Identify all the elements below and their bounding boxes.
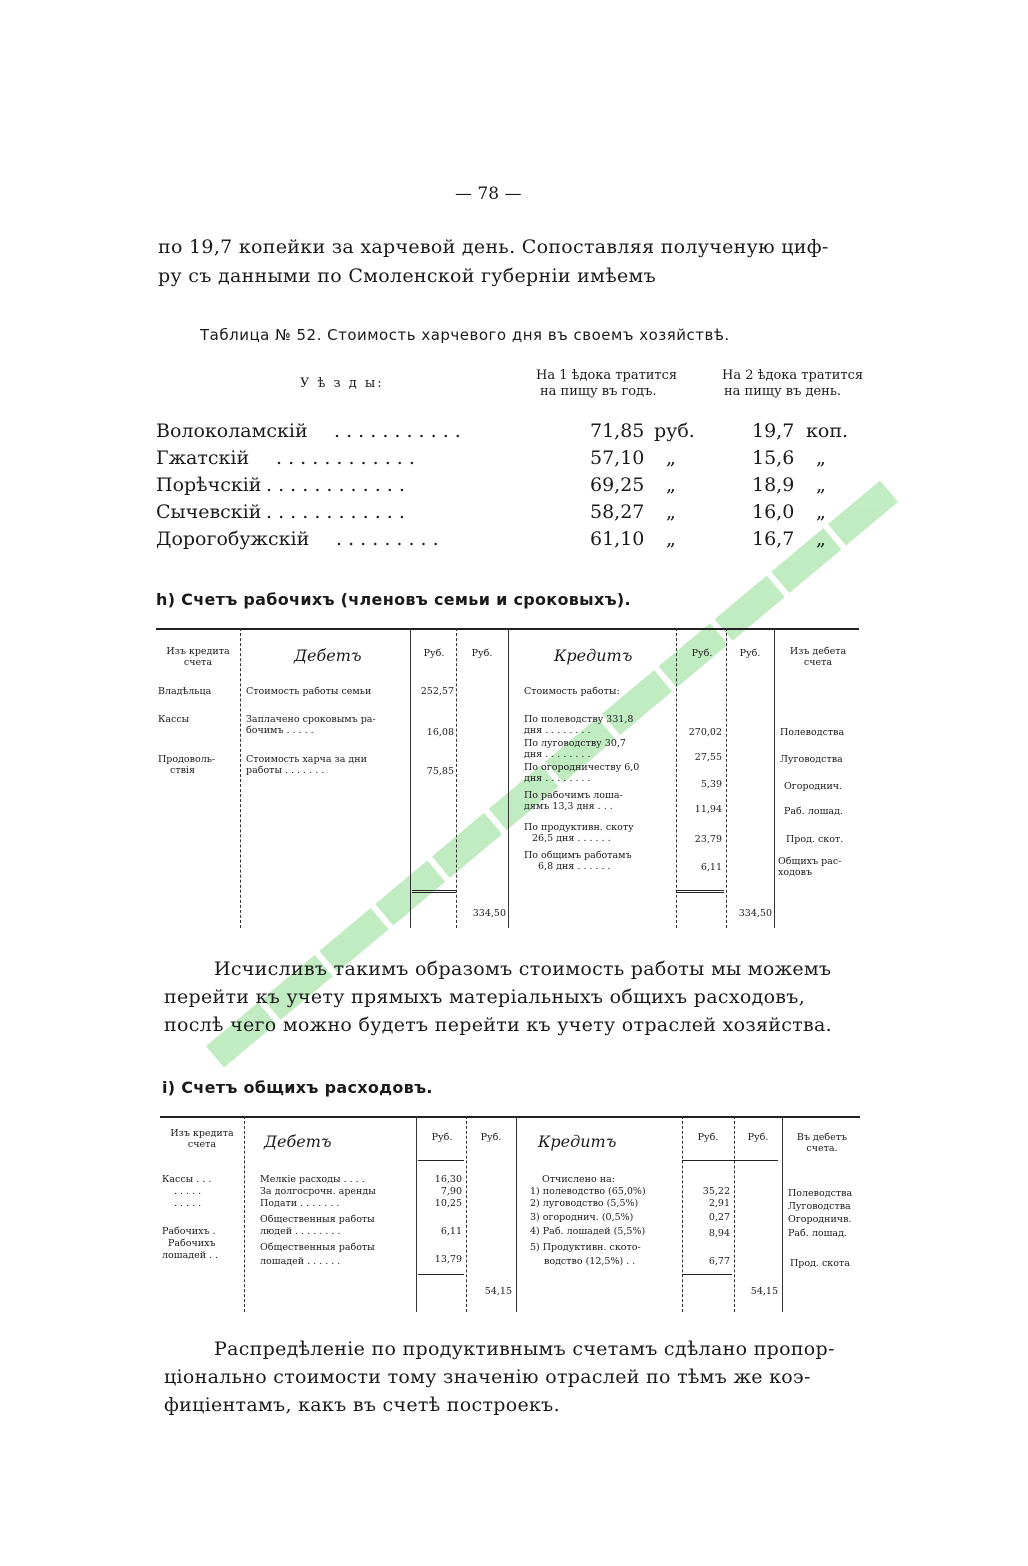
day-value: 19,7	[752, 420, 795, 442]
debit-amount: 7,90	[440, 1186, 462, 1197]
header-to-debit-line1: Въ дебетъ	[796, 1132, 848, 1143]
year-value: 69,25	[590, 474, 645, 496]
mid-line-2: перейти къ учету прямыхъ матеріальныхъ общихъ расходовъ,	[164, 986, 806, 1008]
header-debit: Дебетъ	[294, 646, 362, 665]
credit-amount: 35,22	[702, 1186, 730, 1197]
district-name: Порѣчскій	[156, 474, 262, 496]
credit-desc: По общимъ работамъ	[524, 850, 632, 861]
sum-rule	[682, 1160, 778, 1161]
credit-desc: водство (12,5%) . .	[544, 1256, 636, 1267]
credit-desc: дня . . . . . . . .	[524, 773, 591, 784]
header-rub: Руб.	[431, 1132, 453, 1143]
table52-row	[156, 501, 856, 527]
header-rub: Руб.	[471, 648, 493, 659]
total-credit: 334,50	[738, 908, 772, 919]
to-account: Огороднич.	[784, 781, 843, 792]
year-unit: „	[666, 501, 676, 523]
table52-col-day-line2: на пищу въ день.	[724, 384, 842, 399]
year-value: 61,10	[590, 528, 645, 550]
mid-line-1: Исчисливъ такимъ образомъ стоимость работы мы можемъ	[214, 958, 832, 980]
header-rub: Руб.	[480, 1132, 502, 1143]
to-account: Прод. скота	[790, 1258, 850, 1269]
sum-rule	[418, 1274, 464, 1275]
header-rub: Руб.	[747, 1132, 769, 1143]
credit-desc: 5) Продуктивн. ското-	[530, 1242, 641, 1253]
mid-line-3: послѣ чего можно будетъ перейти къ учету отраслей хозяйства.	[164, 1014, 832, 1036]
table52-row	[156, 420, 856, 446]
day-value: 16,0	[752, 501, 795, 523]
year-unit: „	[666, 528, 676, 550]
debit-amount: 16,08	[426, 727, 454, 738]
credit-desc: дня . . . . . . . .	[524, 725, 591, 736]
year-value: 57,10	[590, 447, 645, 469]
header-from-credit-line2: счета	[187, 1139, 217, 1150]
leader-dots: . . . . . . . . . . . .	[276, 447, 415, 469]
intro-line-2: ру съ данными по Смоленской губерніи имѣемъ	[158, 265, 656, 287]
to-account: Полеводства	[788, 1188, 853, 1199]
leader-dots: . . . . . . . . .	[336, 528, 439, 550]
debit-desc: За долгосрочн. аренды	[260, 1186, 376, 1197]
day-value: 18,9	[752, 474, 795, 496]
year-value: 71,85	[590, 420, 645, 442]
to-account: Луговодства	[780, 754, 843, 765]
header-from-credit-line1: Изъ кредита	[170, 1128, 234, 1139]
credit-desc: По полеводству 331,8	[524, 714, 634, 725]
section-h-title: h) Счетъ рабочихъ (членовъ семьи и сроковыхъ).	[156, 590, 631, 609]
district-name: Сычевскій	[156, 501, 262, 523]
total-debit: 334,50	[472, 908, 506, 919]
debit-desc: работы . . . . . . .	[246, 765, 325, 776]
table52-row	[156, 528, 856, 554]
debit-desc: лошадей . . . . . .	[260, 1256, 341, 1267]
to-account: Раб. лошад.	[788, 1228, 847, 1239]
credit-desc: 4) Раб. лошадей (5,5%)	[530, 1226, 646, 1237]
account-name: Владѣльца	[158, 686, 212, 697]
day-unit: „	[816, 501, 826, 523]
credit-desc: 6,8 дня . . . . . .	[538, 861, 611, 872]
debit-desc: Стоимость харча за дни	[246, 754, 367, 765]
credit-intro: Стоимость работы:	[524, 686, 620, 697]
header-rub: Руб.	[423, 648, 445, 659]
table52-col-day-line1: На 2 ѣдока тратится	[722, 368, 864, 383]
header-credit: Кредитъ	[554, 646, 633, 665]
credit-desc: 26,5 дня . . . . . .	[532, 833, 611, 844]
district-name: Гжатскій	[156, 447, 250, 469]
year-unit: руб.	[654, 420, 695, 442]
year-value: 58,27	[590, 501, 645, 523]
day-unit: „	[816, 474, 826, 496]
workers-ledger	[156, 628, 859, 928]
debit-amount: 13,79	[434, 1254, 462, 1265]
total-debit: 54,15	[484, 1286, 512, 1297]
day-unit: коп.	[806, 420, 849, 442]
sum-rule	[418, 1160, 464, 1161]
intro-line-1: по 19,7 копейки за харчевой день. Сопоставляя полученую циф-	[158, 236, 829, 258]
header-rub: Руб.	[691, 648, 713, 659]
credit-amount: 6,11	[700, 862, 722, 873]
credit-desc: 2) луговодство (5,5%)	[530, 1198, 639, 1209]
debit-desc: Общественныя работы	[260, 1214, 375, 1225]
header-rub: Руб.	[739, 648, 761, 659]
day-value: 15,6	[752, 447, 795, 469]
account-name: Продоволь-	[158, 754, 216, 765]
day-unit: „	[816, 447, 826, 469]
final-line-1: Распредѣленіе по продуктивнымъ счетамъ сдѣлано пропор-	[214, 1338, 835, 1360]
section-i-title: i) Счетъ общихъ расходовъ.	[162, 1078, 433, 1097]
leader-dots: . . . . . . . . . . . .	[266, 501, 405, 523]
to-account: Луговодства	[788, 1201, 851, 1212]
account-name: Кассы	[158, 714, 190, 725]
sum-rule	[682, 1274, 732, 1275]
sum-rule	[676, 890, 724, 893]
account-name: Рабочихъ	[168, 1238, 216, 1249]
credit-amount: 0,27	[708, 1212, 730, 1223]
table52-title: Таблица № 52. Стоимость харчевого дня въ своемъ хозяйствѣ.	[200, 326, 730, 344]
debit-desc: Стоимость работы семьи	[246, 686, 372, 697]
sum-rule	[412, 890, 456, 893]
table52-row	[156, 447, 856, 473]
table52-row	[156, 474, 856, 500]
leader-dots: . . . . . . . . . . .	[334, 420, 461, 442]
credit-desc: По продуктивн. скоту	[524, 822, 634, 833]
credit-desc: 3) огороднич. (0,5%)	[530, 1212, 634, 1223]
account-name: Рабочихъ .	[162, 1226, 216, 1237]
district-name: Волоколамскій	[156, 420, 308, 442]
debit-amount: 10,25	[434, 1198, 462, 1209]
account-name: . . . . .	[174, 1186, 202, 1197]
account-name: Кассы . . .	[162, 1174, 212, 1185]
debit-amount: 6,11	[440, 1226, 462, 1237]
table52-col-district: У ѣ з д ы:	[300, 376, 384, 391]
header-to-debit-line2: счета	[803, 657, 833, 668]
account-name: . . . . .	[174, 1198, 202, 1209]
day-value: 16,7	[752, 528, 795, 550]
to-account: Раб. лошад.	[784, 806, 843, 817]
header-to-debit-line1: Изъ дебета	[789, 646, 847, 657]
to-account: Огородничв.	[788, 1214, 852, 1225]
credit-desc: дямъ 13,3 дня . . .	[524, 801, 613, 812]
credit-amount: 23,79	[694, 834, 722, 845]
credit-amount: 270,02	[688, 727, 722, 738]
debit-amount: 75,85	[426, 766, 454, 777]
final-line-2: ціонально стоимости тому значенію отраслей по тѣмъ же коэ-	[164, 1366, 811, 1388]
table52-col-year-line2: на пищу въ годъ.	[540, 384, 657, 399]
header-debit: Дебетъ	[264, 1132, 332, 1151]
debit-desc: Общественныя работы	[260, 1242, 375, 1253]
debit-desc: Подати . . . . . . .	[260, 1198, 340, 1209]
debit-desc: Заплачено сроковымъ ра-	[246, 714, 376, 725]
total-credit: 54,15	[750, 1286, 778, 1297]
credit-desc: дня . . . . . . . .	[524, 749, 591, 760]
debit-amount: 252,57	[420, 686, 454, 697]
to-account: Общихъ рас- ходовъ	[778, 856, 842, 878]
general-expenses-ledger	[160, 1116, 860, 1312]
credit-desc: 1) полеводство (65,0%)	[530, 1186, 646, 1197]
credit-desc: По рабочимъ лошa-	[524, 790, 623, 801]
credit-desc: По луговодству 30,7	[524, 738, 626, 749]
year-unit: „	[666, 447, 676, 469]
account-name: ствія	[170, 765, 195, 776]
credit-amount: 5,39	[700, 779, 722, 790]
credit-amount: 11,94	[694, 804, 722, 815]
leader-dots: . . . . . . . . . . . .	[266, 474, 405, 496]
debit-desc: бочимъ . . . . .	[246, 725, 314, 736]
district-name: Дорогобужскій	[156, 528, 310, 550]
credit-amount: 27,55	[694, 752, 722, 763]
header-credit: Кредитъ	[538, 1132, 617, 1151]
header-to-debit-line2: счета.	[806, 1143, 838, 1154]
header-rub: Руб.	[697, 1132, 719, 1143]
header-from-credit-line2: счета	[183, 657, 213, 668]
credit-desc: По огородничеству 6,0	[524, 762, 640, 773]
debit-desc: людей . . . . . . . .	[260, 1226, 341, 1237]
page-number: — 78 —	[455, 184, 522, 204]
credit-amount: 8,94	[708, 1228, 730, 1239]
credit-intro: Отчислено на:	[542, 1174, 615, 1185]
to-account: Прод. скот.	[786, 834, 844, 845]
account-name: лошадей . .	[162, 1250, 219, 1261]
to-account: Полеводства	[780, 727, 845, 738]
credit-amount: 6,77	[708, 1256, 730, 1267]
debit-amount: 16,30	[434, 1174, 462, 1185]
final-line-3: фиціентамъ, какъ въ счетѣ построекъ.	[164, 1394, 560, 1416]
debit-desc: Мелкіе расходы . . . .	[260, 1174, 365, 1185]
credit-amount: 2,91	[708, 1198, 730, 1209]
header-from-credit-line1: Изъ кредита	[166, 646, 230, 657]
year-unit: „	[666, 474, 676, 496]
table52-col-year-line1: На 1 ѣдока тратится	[536, 368, 678, 383]
day-unit: „	[816, 528, 826, 550]
